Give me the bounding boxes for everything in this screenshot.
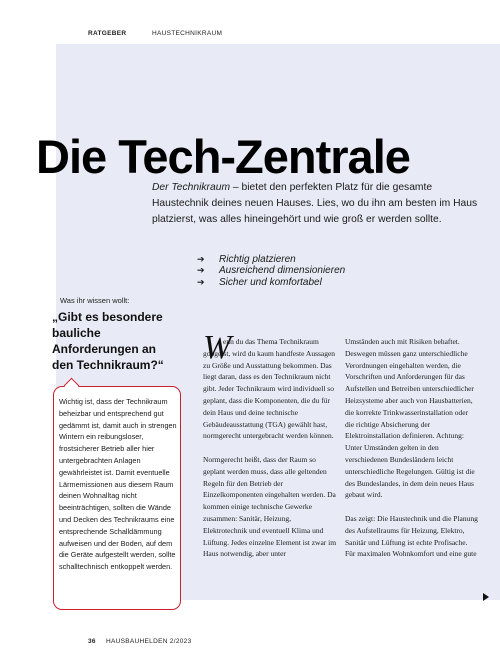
page-number: 36 [88,638,96,645]
continue-arrow-icon [483,593,489,601]
key-point [197,265,345,276]
topic-label: HAUSTECHNIKRAUM [152,30,223,37]
arrow-right-icon: ➔ [197,254,205,264]
faq-question: „Gibt es besondere bauliche Anforderungen an den Technikraum?“ [52,310,164,372]
drop-cap: W [203,329,232,366]
magazine-issue: HAUSBAUHELDEN 2/2023 [106,638,192,645]
lead-emphasis: Der Technikraum [152,182,231,193]
arrow-right-icon: ➔ [197,276,205,287]
body-paragraph: enn du das Thema Technikraum googelst, wird du kaum handfeste Aussagen zu Größe und Ausstattung bekommen. Das liegt daran, dass es den Technikraum nicht gibt. Jeder Technikraum wird individuell so geplant, dass die Komponenten, die du für dein Haus und deine technische Gebäudeausstattung (TGA) gewählt hast, normgerecht untergebracht werden können. [203,337,336,441]
article-lead [152,180,488,228]
body-column-1 [203,336,337,560]
arrow-right-icon: ➔ [197,265,205,276]
key-points-list [197,254,345,288]
faq-answer: Wichtig ist, dass der Technikraum beheizbar und entsprechend gut gedämmt ist, damit auch in strengen Wintern ein reibungsloser, frostsicherer Betrieb aller hier untergebrachten Anlagen gewährleistet ist. Damit eventuelle Lärmemissionen aus diesem Raum deinen Wohnalltag nicht beeinträchtigen, sollten die Wände und Decken des Technikraums eine entsprechende Schalldämmung aufweisen und der Boden, auf dem die Geräte aufgestellt werden, sollte schalltechnisch entkoppelt werden. [59,397,177,572]
key-point [197,277,345,288]
body-paragraph: Umständen auch mit Risiken behaftet. Deswegen müssen ganz unterschiedliche Verordnungen eingehalten werden, die Vorschriften und Anforderungen für das Aufstellen und Betreiben unterschiedlicher Heizsysteme aber auch von Hausbatterien, die korrekte Trinkwasserinstallation oder die richtige Absicherung der Elektroinstallation definieren. Achtung: Unter Umständen gelten in den verschiedenen Bundesländern leicht unterschiedliche Regelungen. Gültig ist die des Bundeslandes, in dem dein neues Haus gebaut wird. [345,337,475,500]
key-point-label: Richtig platzieren [219,254,296,265]
key-point-label: Ausreichend dimensionieren [219,265,346,277]
body-column-2 [345,336,479,560]
key-point-label: Sicher und komfortabel [219,276,322,288]
article-title: Die Tech-Zentrale [36,130,410,184]
body-paragraph: Normgerecht heißt, dass der Raum so geplant werden muss, dass alle geltenden Regeln für den Betrieb der Einzelkomponenten eingehalten werden. Da kommen einige technische Gewerke zusammen: Sanitär, Heizung, Elektrotechnik und eventuell Klima und Lüftung. Jedes einzelne Element ist zwar im Haus notwendig, aber unter [203,454,337,559]
body-paragraph: Das zeigt: Die Haustechnik und die Planung des Aufstellraums für Heizung, Elektro, Sanitär und Lüftung ist echte Profisache. Für maximalen Wohnkomfort und eine gute [345,513,478,559]
section-label: RATGEBER [88,30,127,37]
lead-text: – bietet den perfekten Platz für die gesamte Haustechnik deines neuen Hauses. Lies, wo du ihn am besten im Haus platzierst, was alles hineingehört und wie groß er werden sollte. [152,182,478,225]
faq-intro: Was ihr wissen wollt: [60,296,130,305]
key-point [197,254,345,265]
